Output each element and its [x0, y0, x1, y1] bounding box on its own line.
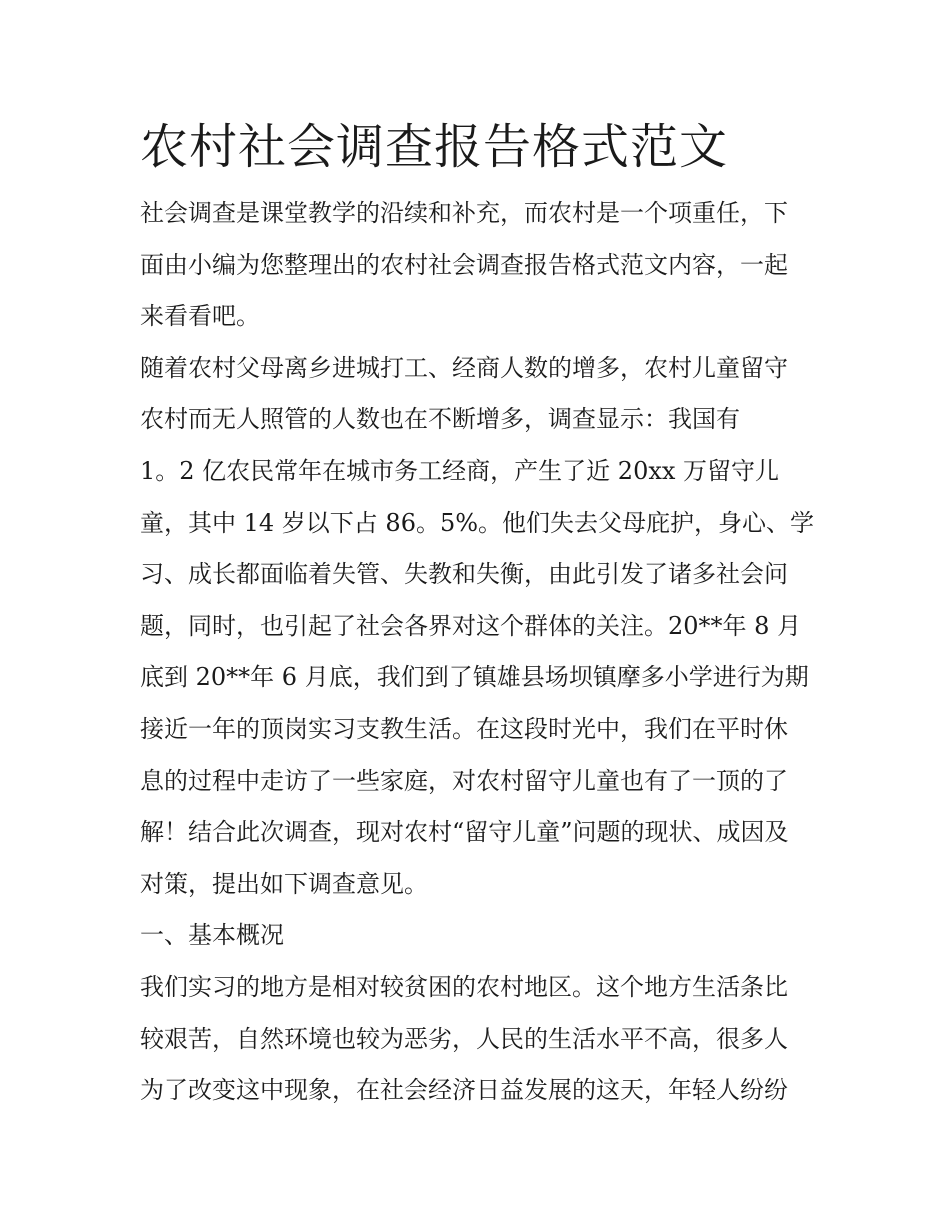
- body-line: 接近一年的顶岗实习支教生活。在这段时光中，我们在平时休: [140, 714, 788, 743]
- document-page: [140, 112, 820, 1117]
- body-line: 题，同时，也引起了社会各界对这个群体的关注。20**年 8 月: [140, 611, 802, 640]
- body-line: 底到 20**年 6 月底，我们到了镇雄县场坝镇摩多小学进行为期: [140, 663, 809, 692]
- body-line: 息的过程中走访了一些家庭，对农村留守儿童也有了一顶的了: [140, 766, 788, 795]
- body-line: 解！结合此次调查，现对农村“留守儿童”问题的现状、成因及: [140, 818, 789, 847]
- body-line: 为了改变这中现象，在社会经济日益发展的这天，年轻人纷纷: [140, 1076, 788, 1105]
- body-line: 面由小编为您整理出的农村社会调查报告格式范文内容，一起: [140, 250, 788, 279]
- body-line: 我们实习的地方是相对较贫困的农村地区。这个地方生活条比: [140, 972, 788, 1001]
- body-line: 社会调查是课堂教学的沿续和补充，而农村是一个项重任，下: [140, 199, 788, 227]
- document-body: [140, 188, 820, 1117]
- body-line: 1。2 亿农民常年在城市务工经商，产生了近 20xx 万留守儿: [140, 456, 780, 485]
- body-line: 童，其中 14 岁以下占 86。5%。他们失去父母庇护，身心、学: [140, 508, 815, 537]
- body-line: 习、成长都面临着失管、失教和失衡，由此引发了诸多社会问: [140, 560, 788, 589]
- body-line: 对策，提出如下调查意见。: [140, 869, 428, 898]
- body-line: 随着农村父母离乡进城打工、经商人数的增多，农村儿童留守: [140, 353, 788, 382]
- section-heading: 一、基本概况: [140, 921, 284, 950]
- body-line: 来看看吧。: [140, 302, 260, 331]
- document-title: 农村社会调查报告格式范文: [140, 119, 729, 175]
- body-line: 农村而无人照管的人数也在不断增多，调查显示：我国有: [140, 405, 740, 434]
- body-line: 较艰苦，自然环境也较为恶劣，人民的生活水平不高，很多人: [140, 1024, 788, 1053]
